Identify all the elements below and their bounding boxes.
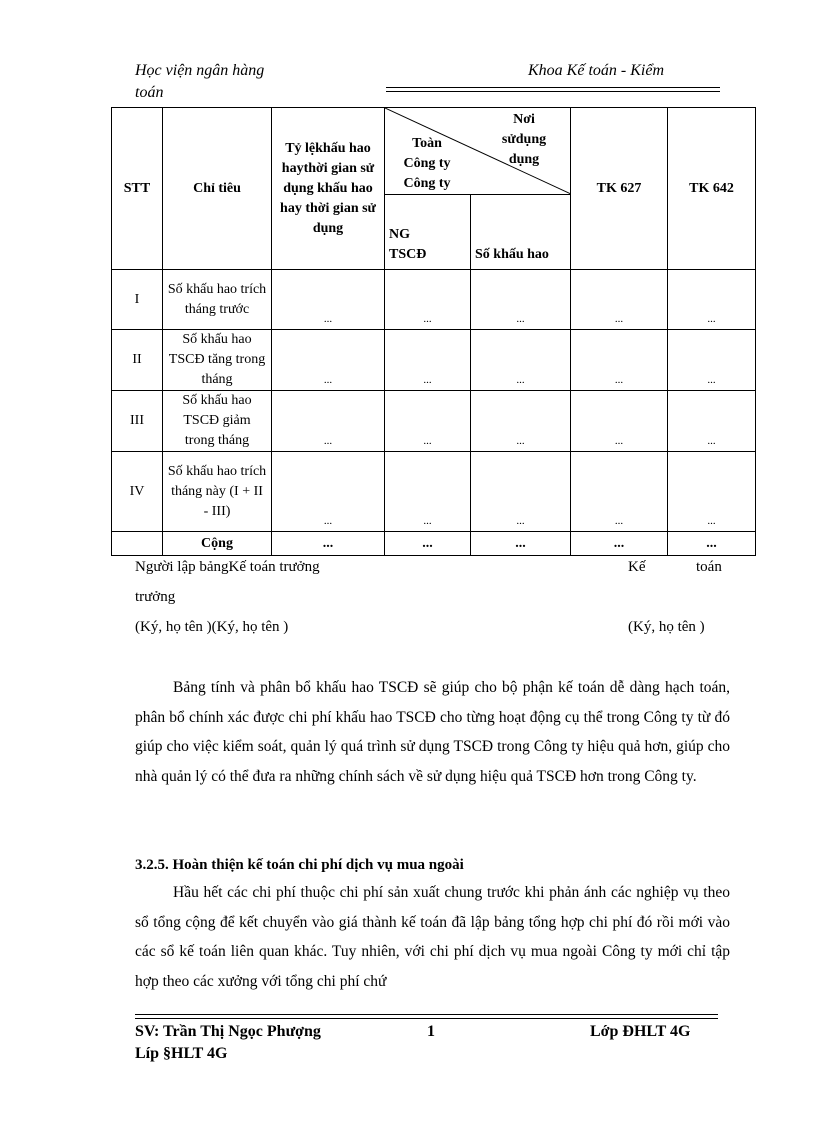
cell-dots: ... bbox=[668, 391, 756, 452]
cell-dots: ... bbox=[571, 391, 668, 452]
row-label: Số khấu hao trích tháng trước bbox=[163, 270, 272, 330]
header-tk627: TK 627 bbox=[571, 108, 668, 270]
header-diagonal-cell bbox=[385, 108, 571, 195]
cell-dots: ... bbox=[571, 532, 668, 556]
footer-rule-top bbox=[135, 1014, 718, 1015]
cell-dots: ... bbox=[668, 270, 756, 330]
footer-class-legacy: Líp §HLT 4G bbox=[135, 1045, 228, 1062]
cell-dots: ... bbox=[272, 452, 385, 532]
cell-dots: ... bbox=[571, 330, 668, 391]
table-row bbox=[112, 452, 756, 532]
section-title: 3.2.5. Hoàn thiện kế toán chi phí dịch vụ mua ngoài bbox=[135, 857, 464, 873]
cell-dots: ... bbox=[272, 391, 385, 452]
cell-dots: ... bbox=[668, 452, 756, 532]
signature-chief-b: toán bbox=[696, 559, 722, 575]
cell-dots: ... bbox=[272, 270, 385, 330]
cell-dots: ... bbox=[668, 532, 756, 556]
cell-dots: ... bbox=[272, 532, 385, 556]
header-institution: Học viện ngân hàng bbox=[135, 62, 265, 79]
signature-wrap: trưởng bbox=[135, 589, 176, 605]
cell-dots: ... bbox=[385, 330, 471, 391]
header-rule-top bbox=[386, 87, 720, 88]
row-stt: IV bbox=[112, 452, 163, 532]
cell-dots: ... bbox=[272, 330, 385, 391]
cell-dots: ... bbox=[385, 532, 471, 556]
subheader-ng-tscd: NG TSCĐ bbox=[385, 195, 471, 270]
paragraph-services: Hầu hết các chi phí thuộc chi phí sản xuất chung trước khi phản ánh các nghiệp vụ theo sổ tổng cộng để kết chuyển vào giá thành kế toán đã lập bảng tổng hợp chi phí đó rồi mới vào các sổ kế toán liên quan khác. Tuy nhiên, với chi phí dịch vụ mua ngoài Công ty mới chỉ tập hợp theo các xưởng với tổng chi phí chứ bbox=[135, 884, 730, 990]
diag-right-label: Nơi sửdụng dụng bbox=[501, 112, 547, 167]
table-row bbox=[112, 391, 756, 452]
footer-class: Lớp ĐHLT 4G bbox=[590, 1023, 691, 1040]
row-label: Số khấu hao trích tháng này (I + II - III) bbox=[163, 452, 272, 532]
total-label: Cộng bbox=[163, 532, 272, 556]
cell-dots: ... bbox=[471, 391, 571, 452]
cell-dots: ... bbox=[471, 532, 571, 556]
table-row bbox=[112, 330, 756, 391]
signature-preparer: Người lập bảngKế toán trưởng bbox=[135, 559, 320, 575]
header-tk642: TK 642 bbox=[668, 108, 756, 270]
row-label: Số khấu hao TSCĐ tăng trong tháng bbox=[163, 330, 272, 391]
cell-dots: ... bbox=[571, 270, 668, 330]
footer-student: SV: Trần Thị Ngọc Phượng bbox=[135, 1023, 321, 1040]
cell-dots: ... bbox=[471, 330, 571, 391]
header-department: Khoa Kế toán - Kiểm bbox=[528, 62, 664, 79]
table-row bbox=[112, 270, 756, 330]
cell-dots: ... bbox=[385, 391, 471, 452]
footer-page-number: 1 bbox=[427, 1023, 435, 1040]
header-stt: STT bbox=[112, 108, 163, 270]
cell-dots: ... bbox=[668, 330, 756, 391]
depreciation-table bbox=[111, 107, 756, 556]
header-rule-bottom bbox=[386, 91, 720, 92]
row-label: Số khấu hao TSCĐ giảm trong tháng bbox=[163, 391, 272, 452]
signature-sign-right: (Ký, họ tên ) bbox=[628, 619, 705, 635]
row-stt: I bbox=[112, 270, 163, 330]
cell-dots: ... bbox=[471, 452, 571, 532]
paragraph-depreciation: Bảng tính và phân bổ khấu hao TSCĐ sẽ giúp cho bộ phận kế toán dễ dàng hạch toán, phân bổ chính xác được chi phí khấu hao TSCĐ cho từng hoạt động cụ thể trong Công ty từ đó giúp cho việc kiểm soát, quản lý quá trình sử dụng TSCĐ trong Công ty hiệu quả hơn, giúp cho nhà quản lý có thể đưa ra những chính sách về sử dụng hiệu quả TSCĐ hơn trong Công ty. bbox=[135, 679, 730, 785]
cell-dots: ... bbox=[385, 270, 471, 330]
row-stt: III bbox=[112, 391, 163, 452]
cell-dots: ... bbox=[571, 452, 668, 532]
row-stt: II bbox=[112, 330, 163, 391]
signature-chief-a: Kế bbox=[628, 559, 646, 575]
subheader-so-khau-hao: Số khấu hao bbox=[471, 195, 571, 270]
cell-dots: ... bbox=[471, 270, 571, 330]
header-ty-le: Tỷ lệkhấu hao haythời gian sử dụng khấu hao hay thời gian sử dụng bbox=[272, 108, 385, 270]
cell-dots: ... bbox=[385, 452, 471, 532]
header-chi-tieu: Chỉ tiêu bbox=[163, 108, 272, 270]
table-total-row bbox=[112, 532, 756, 556]
diag-left-label: Toàn Công ty Công ty bbox=[403, 136, 451, 191]
footer-rule-bottom bbox=[135, 1018, 718, 1019]
signature-sign-left: (Ký, họ tên )(Ký, họ tên ) bbox=[135, 619, 289, 635]
header-department-wrap: toán bbox=[135, 84, 164, 101]
